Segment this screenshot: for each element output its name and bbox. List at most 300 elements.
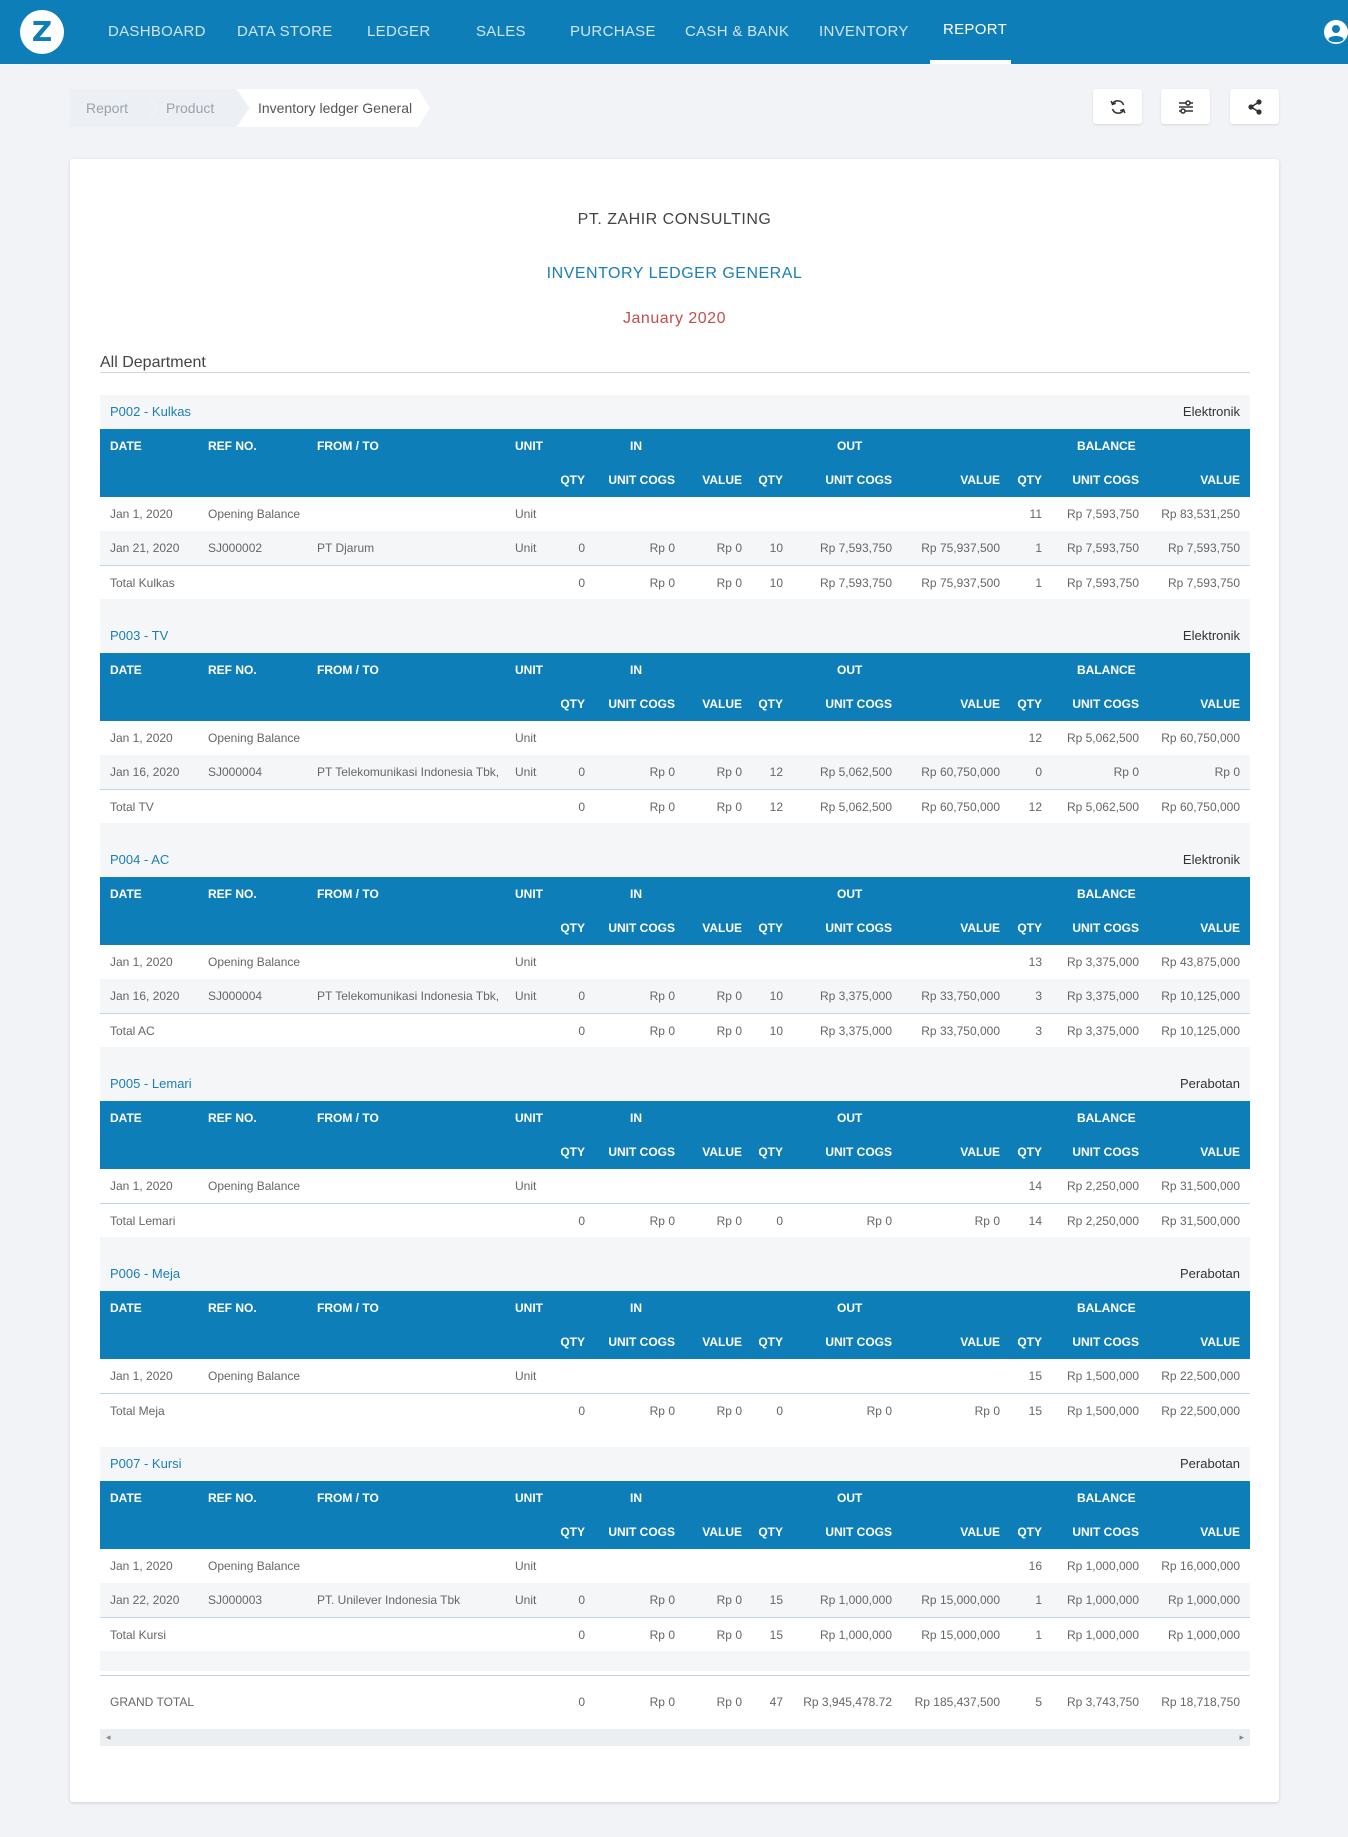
header-from-to: FROM / TO [317, 887, 379, 901]
header-value: VALUE [960, 1335, 1000, 1349]
header-unit: UNIT [515, 439, 543, 453]
cell-unit: Unit [515, 765, 537, 779]
section-spacer [100, 1237, 1250, 1257]
product-name-link[interactable]: P006 - Meja [110, 1266, 181, 1281]
total-in-value: Rp 0 [716, 1404, 742, 1418]
cell-unit: Unit [515, 731, 537, 745]
header-in: IN [630, 887, 642, 901]
header-value: VALUE [1200, 921, 1240, 935]
total-bal-value: Rp 22,500,000 [1161, 1404, 1240, 1418]
header-value: VALUE [1200, 697, 1240, 711]
header-unit: UNIT [515, 887, 543, 901]
header-value: VALUE [960, 921, 1000, 935]
cell-bal-qty: 1 [1035, 1593, 1042, 1607]
header-qty: QTY [1017, 1525, 1042, 1539]
total-in-value: Rp 0 [716, 800, 742, 814]
cell-date: Jan 21, 2020 [110, 541, 180, 555]
total-bal-cogs: Rp 5,062,500 [1066, 800, 1139, 814]
cell-out-qty: 10 [769, 541, 783, 555]
product-name-link[interactable]: P005 - Lemari [110, 1076, 192, 1091]
product-header [100, 395, 1250, 429]
total-label: Total Meja [110, 1404, 165, 1418]
cell-out-cogs: Rp 7,593,750 [819, 541, 892, 555]
grand-bal-cogs: Rp 3,743,750 [1066, 1695, 1139, 1709]
cell-unit: Unit [515, 507, 537, 521]
scroll-left-icon[interactable]: ◂ [106, 1732, 111, 1742]
cell-ref: Opening Balance [208, 955, 301, 969]
total-out-cogs: Rp 3,375,000 [819, 1024, 892, 1038]
header-qty: QTY [758, 921, 783, 935]
header-out: OUT [837, 1301, 863, 1315]
nav-sales[interactable]: SALES [476, 23, 526, 40]
header-in: IN [630, 1111, 642, 1125]
product-header [100, 1067, 1250, 1101]
header-unit: UNIT [515, 1111, 543, 1125]
table-header [100, 429, 1250, 497]
header-qty: QTY [560, 921, 585, 935]
header-unit: UNIT [515, 663, 543, 677]
product-header [100, 1257, 1250, 1291]
header-balance: BALANCE [1077, 1111, 1136, 1125]
product-name-link[interactable]: P003 - TV [110, 628, 169, 643]
header-value: VALUE [702, 697, 742, 711]
nav-cash-bank[interactable]: CASH & BANK [685, 23, 790, 40]
cell-out-cogs: Rp 1,000,000 [819, 1593, 892, 1607]
product-header [100, 1447, 1250, 1481]
total-row [100, 789, 1250, 823]
header-qty: QTY [560, 1335, 585, 1349]
total-out-qty: 0 [776, 1214, 783, 1228]
cell-bal-value: Rp 16,000,000 [1161, 1559, 1240, 1573]
cell-from-to: PT. Unilever Indonesia Tbk [317, 1593, 461, 1607]
cell-out-qty: 10 [769, 989, 783, 1003]
header-qty: QTY [1017, 921, 1042, 935]
header-qty: QTY [1017, 1145, 1042, 1159]
ledger-row [100, 1169, 1250, 1203]
cell-bal-value: Rp 7,593,750 [1167, 541, 1240, 555]
product-category: Elektronik [1182, 404, 1240, 419]
header-unit-cogs: UNIT COGS [1072, 1525, 1139, 1539]
cell-out-qty: 12 [769, 765, 783, 779]
header-unit-cogs: UNIT COGS [608, 473, 675, 487]
header-balance: BALANCE [1077, 887, 1136, 901]
header-out: OUT [837, 887, 863, 901]
cell-out-qty: 15 [769, 1593, 783, 1607]
nav-purchase[interactable]: PURCHASE [570, 23, 656, 40]
cell-from-to: PT Telekomunikasi Indonesia Tbk, [317, 765, 500, 779]
cell-bal-qty: 0 [1035, 765, 1042, 779]
cell-out-value: Rp 15,000,000 [921, 1593, 1000, 1607]
product-category: Perabotan [1180, 1266, 1240, 1281]
cell-bal-value: Rp 31,500,000 [1161, 1179, 1240, 1193]
product-name-link[interactable]: P007 - Kursi [110, 1456, 182, 1471]
product-name-link[interactable]: P002 - Kulkas [110, 404, 191, 419]
cell-bal-qty: 12 [1028, 731, 1042, 745]
header-in: IN [630, 1301, 642, 1315]
header-balance: BALANCE [1077, 663, 1136, 677]
product-category: Perabotan [1180, 1456, 1240, 1471]
cell-bal-cogs: Rp 3,375,000 [1066, 989, 1139, 1003]
total-out-cogs: Rp 0 [866, 1404, 892, 1418]
header-qty: QTY [758, 1335, 783, 1349]
ledger-row [100, 1549, 1250, 1583]
header-value: VALUE [702, 1525, 742, 1539]
total-bal-qty: 15 [1028, 1404, 1042, 1418]
total-bal-qty: 14 [1028, 1214, 1042, 1228]
cell-bal-value: Rp 22,500,000 [1161, 1369, 1240, 1383]
ledger-row [100, 945, 1250, 979]
total-bal-value: Rp 60,750,000 [1161, 800, 1240, 814]
share-icon [1246, 98, 1264, 116]
header-unit-cogs: UNIT COGS [608, 1145, 675, 1159]
total-row [100, 1013, 1250, 1047]
cell-in-cogs: Rp 0 [649, 541, 675, 555]
header-unit-cogs: UNIT COGS [825, 1525, 892, 1539]
ledger-row [100, 497, 1250, 531]
total-bal-qty: 1 [1035, 576, 1042, 590]
header-from-to: FROM / TO [317, 1301, 379, 1315]
cell-in-value: Rp 0 [716, 765, 742, 779]
total-in-qty: 0 [578, 1024, 585, 1038]
breadcrumb [70, 89, 418, 127]
total-in-cogs: Rp 0 [649, 1628, 675, 1642]
cell-bal-qty: 14 [1028, 1179, 1042, 1193]
header-unit-cogs: UNIT COGS [1072, 1335, 1139, 1349]
ledger-row [100, 979, 1250, 1013]
header-ref: REF NO. [208, 663, 257, 677]
header-ref: REF NO. [208, 1491, 257, 1505]
breadcrumb-product[interactable]: Product [144, 89, 236, 127]
table-header [100, 1291, 1250, 1359]
grand-out-qty: 47 [769, 1695, 783, 1709]
header-unit: UNIT [515, 1491, 543, 1505]
header-value: VALUE [702, 1145, 742, 1159]
header-value: VALUE [960, 1145, 1000, 1159]
cell-date: Jan 1, 2020 [110, 1179, 173, 1193]
grand-out-cogs: Rp 3,945,478.72 [803, 1695, 892, 1709]
cell-bal-cogs: Rp 0 [1113, 765, 1139, 779]
table-header [100, 1481, 1250, 1549]
total-in-cogs: Rp 0 [649, 1404, 675, 1418]
header-date: DATE [110, 439, 142, 453]
header-unit-cogs: UNIT COGS [1072, 1145, 1139, 1159]
header-out: OUT [837, 1491, 863, 1505]
cell-in-cogs: Rp 0 [649, 765, 675, 779]
header-in: IN [630, 439, 642, 453]
product-category: Perabotan [1180, 1076, 1240, 1091]
header-value: VALUE [960, 473, 1000, 487]
total-out-value: Rp 33,750,000 [921, 1024, 1000, 1038]
total-out-cogs: Rp 0 [866, 1214, 892, 1228]
grand-bal-qty: 5 [1035, 1695, 1042, 1709]
cell-date: Jan 1, 2020 [110, 1559, 173, 1573]
cell-unit: Unit [515, 989, 537, 1003]
total-bal-value: Rp 1,000,000 [1167, 1628, 1240, 1642]
cell-date: Jan 16, 2020 [110, 989, 180, 1003]
total-in-value: Rp 0 [716, 576, 742, 590]
cell-bal-value: Rp 60,750,000 [1161, 731, 1240, 745]
header-qty: QTY [560, 473, 585, 487]
cell-ref: Opening Balance [208, 1369, 301, 1383]
cell-ref: SJ000002 [208, 541, 263, 555]
total-row [100, 1393, 1250, 1427]
cell-in-value: Rp 0 [716, 1593, 742, 1607]
header-qty: QTY [758, 697, 783, 711]
product-category: Elektronik [1182, 852, 1240, 867]
total-row [100, 1617, 1250, 1651]
header-qty: QTY [758, 1145, 783, 1159]
total-bal-cogs: Rp 1,000,000 [1066, 1628, 1139, 1642]
header-value: VALUE [960, 697, 1000, 711]
breadcrumb-current: Inventory ledger General [236, 89, 418, 127]
total-row [100, 1203, 1250, 1237]
section-spacer [100, 1047, 1250, 1067]
cell-bal-cogs: Rp 5,062,500 [1066, 731, 1139, 745]
breadcrumb-report[interactable]: Report [70, 89, 144, 127]
ledger-row [100, 721, 1250, 755]
header-ref: REF NO. [208, 1301, 257, 1315]
cell-bal-cogs: Rp 1,000,000 [1066, 1559, 1139, 1573]
header-from-to: FROM / TO [317, 439, 379, 453]
table-header [100, 1101, 1250, 1169]
header-out: OUT [837, 439, 863, 453]
header-balance: BALANCE [1077, 1301, 1136, 1315]
cell-ref: Opening Balance [208, 731, 301, 745]
nav-active-indicator [930, 60, 1011, 64]
total-in-value: Rp 0 [716, 1214, 742, 1228]
refresh-icon [1109, 98, 1127, 116]
cell-bal-value: Rp 43,875,000 [1161, 955, 1240, 969]
header-value: VALUE [1200, 1335, 1240, 1349]
header-unit-cogs: UNIT COGS [1072, 697, 1139, 711]
total-in-cogs: Rp 0 [649, 1024, 675, 1038]
total-bal-qty: 12 [1028, 800, 1042, 814]
header-unit-cogs: UNIT COGS [825, 1335, 892, 1349]
total-bal-value: Rp 7,593,750 [1167, 576, 1240, 590]
cell-unit: Unit [515, 1369, 537, 1383]
total-in-value: Rp 0 [716, 1024, 742, 1038]
cell-out-cogs: Rp 3,375,000 [819, 989, 892, 1003]
ledger-row [100, 1583, 1250, 1617]
header-ref: REF NO. [208, 439, 257, 453]
header-value: VALUE [702, 1335, 742, 1349]
filter-icon [1177, 98, 1195, 116]
share-button[interactable] [1230, 89, 1279, 124]
cell-bal-cogs: Rp 3,375,000 [1066, 955, 1139, 969]
table-header [100, 877, 1250, 945]
ledger-row [100, 1359, 1250, 1393]
cell-date: Jan 22, 2020 [110, 1593, 180, 1607]
department-divider [100, 372, 1250, 373]
scroll-right-icon[interactable]: ▸ [1239, 1732, 1244, 1742]
total-out-cogs: Rp 5,062,500 [819, 800, 892, 814]
header-in: IN [630, 663, 642, 677]
header-qty: QTY [1017, 697, 1042, 711]
header-date: DATE [110, 1491, 142, 1505]
cell-bal-value: Rp 10,125,000 [1161, 989, 1240, 1003]
product-name-link[interactable]: P004 - AC [110, 852, 170, 867]
cell-unit: Unit [515, 955, 537, 969]
section-spacer [100, 823, 1250, 843]
company-name: PT. ZAHIR CONSULTING [577, 211, 772, 228]
total-label: Total Lemari [110, 1214, 176, 1228]
app-logo[interactable]: Z [20, 10, 64, 54]
cell-bal-cogs: Rp 7,593,750 [1066, 507, 1139, 521]
cell-ref: Opening Balance [208, 1559, 301, 1573]
nav-data-store[interactable]: DATA STORE [237, 23, 333, 40]
header-out: OUT [837, 1111, 863, 1125]
total-label: Total Kursi [110, 1628, 167, 1642]
header-unit-cogs: UNIT COGS [825, 697, 892, 711]
cell-bal-value: Rp 1,000,000 [1167, 1593, 1240, 1607]
total-out-value: Rp 60,750,000 [921, 800, 1000, 814]
report-card [70, 159, 1279, 1802]
total-bal-cogs: Rp 2,250,000 [1066, 1214, 1139, 1228]
cell-bal-cogs: Rp 7,593,750 [1066, 541, 1139, 555]
header-qty: QTY [560, 1525, 585, 1539]
cell-date: Jan 1, 2020 [110, 507, 173, 521]
cell-ref: SJ000003 [208, 1593, 263, 1607]
cell-out-cogs: Rp 5,062,500 [819, 765, 892, 779]
header-unit-cogs: UNIT COGS [608, 921, 675, 935]
header-value: VALUE [960, 1525, 1000, 1539]
total-in-cogs: Rp 0 [649, 576, 675, 590]
grand-in-cogs: Rp 0 [649, 1695, 675, 1709]
header-in: IN [630, 1491, 642, 1505]
header-unit-cogs: UNIT COGS [1072, 473, 1139, 487]
cell-in-qty: 0 [578, 765, 585, 779]
cell-in-cogs: Rp 0 [649, 1593, 675, 1607]
cell-from-to: PT Telekomunikasi Indonesia Tbk, [317, 989, 500, 1003]
department-label: All Department [100, 354, 206, 371]
total-out-qty: 12 [769, 800, 783, 814]
cell-unit: Unit [515, 541, 537, 555]
total-label: Total AC [110, 1024, 155, 1038]
nav-inventory[interactable]: INVENTORY [819, 23, 909, 40]
header-date: DATE [110, 1111, 142, 1125]
section-spacer [100, 1427, 1250, 1447]
total-bal-qty: 1 [1035, 1628, 1042, 1642]
user-account-icon[interactable] [1324, 20, 1348, 44]
grand-out-value: Rp 185,437,500 [914, 1695, 1000, 1709]
grand-total-row [100, 1675, 1250, 1729]
total-out-value: Rp 0 [974, 1214, 1000, 1228]
cell-bal-qty: 16 [1028, 1559, 1042, 1573]
total-in-qty: 0 [578, 1404, 585, 1418]
grand-bal-value: Rp 18,718,750 [1161, 1695, 1240, 1709]
cell-in-value: Rp 0 [716, 541, 742, 555]
total-out-qty: 10 [769, 1024, 783, 1038]
filter-button[interactable] [1161, 89, 1210, 124]
grand-total-label: GRAND TOTAL [110, 1695, 195, 1709]
header-qty: QTY [1017, 1335, 1042, 1349]
total-bal-cogs: Rp 7,593,750 [1066, 576, 1139, 590]
header-value: VALUE [702, 921, 742, 935]
total-bal-qty: 3 [1035, 1024, 1042, 1038]
total-out-qty: 15 [769, 1628, 783, 1642]
cell-bal-qty: 13 [1028, 955, 1042, 969]
cell-unit: Unit [515, 1559, 537, 1573]
cell-unit: Unit [515, 1179, 537, 1193]
cell-in-qty: 0 [578, 989, 585, 1003]
cell-out-value: Rp 33,750,000 [921, 989, 1000, 1003]
cell-bal-cogs: Rp 1,500,000 [1066, 1369, 1139, 1383]
cell-out-value: Rp 60,750,000 [921, 765, 1000, 779]
cell-bal-value: Rp 0 [1214, 765, 1240, 779]
cell-bal-qty: 11 [1029, 507, 1042, 521]
cell-bal-cogs: Rp 1,000,000 [1066, 1593, 1139, 1607]
total-in-value: Rp 0 [716, 1628, 742, 1642]
inventory-ledger-table [100, 395, 1250, 1746]
cell-bal-qty: 3 [1035, 989, 1042, 1003]
product-header [100, 619, 1250, 653]
total-bal-value: Rp 31,500,000 [1161, 1214, 1240, 1228]
top-navbar [0, 0, 1348, 64]
cell-date: Jan 1, 2020 [110, 1369, 173, 1383]
header-ref: REF NO. [208, 887, 257, 901]
ledger-row [100, 755, 1250, 789]
header-unit-cogs: UNIT COGS [825, 473, 892, 487]
cell-in-cogs: Rp 0 [649, 989, 675, 1003]
cell-bal-qty: 1 [1035, 541, 1042, 555]
header-unit-cogs: UNIT COGS [1072, 921, 1139, 935]
report-title: INVENTORY LEDGER GENERAL [546, 265, 803, 282]
section-spacer [100, 599, 1250, 619]
cell-in-qty: 0 [578, 1593, 585, 1607]
header-qty: QTY [758, 1525, 783, 1539]
nav-ledger[interactable]: LEDGER [367, 23, 431, 40]
cell-date: Jan 1, 2020 [110, 955, 173, 969]
grand-in-qty: 0 [578, 1695, 585, 1709]
cell-ref: SJ000004 [208, 989, 263, 1003]
horizontal-scrollbar[interactable] [100, 1729, 1250, 1746]
cell-ref: Opening Balance [208, 507, 301, 521]
cell-date: Jan 16, 2020 [110, 765, 180, 779]
refresh-button[interactable] [1093, 89, 1142, 124]
header-date: DATE [110, 663, 142, 677]
cell-bal-value: Rp 83,531,250 [1161, 507, 1240, 521]
header-unit-cogs: UNIT COGS [608, 1525, 675, 1539]
nav-report[interactable]: REPORT [943, 21, 1008, 38]
nav-dashboard[interactable]: DASHBOARD [108, 23, 206, 40]
ledger-row [100, 531, 1250, 565]
header-out: OUT [837, 663, 863, 677]
header-date: DATE [110, 1301, 142, 1315]
cell-from-to: PT Djarum [317, 541, 375, 555]
total-out-value: Rp 15,000,000 [921, 1628, 1000, 1642]
total-label: Total TV [110, 800, 154, 814]
total-label: Total Kulkas [110, 576, 175, 590]
cell-in-value: Rp 0 [716, 989, 742, 1003]
header-qty: QTY [758, 473, 783, 487]
total-out-cogs: Rp 1,000,000 [819, 1628, 892, 1642]
grand-in-value: Rp 0 [716, 1695, 742, 1709]
total-out-qty: 10 [769, 576, 783, 590]
total-row [100, 565, 1250, 599]
cell-ref: Opening Balance [208, 1179, 301, 1193]
total-bal-value: Rp 10,125,000 [1161, 1024, 1240, 1038]
header-value: VALUE [702, 473, 742, 487]
total-out-value: Rp 0 [974, 1404, 1000, 1418]
header-qty: QTY [560, 697, 585, 711]
header-ref: REF NO. [208, 1111, 257, 1125]
total-out-qty: 0 [776, 1404, 783, 1418]
header-unit-cogs: UNIT COGS [825, 1145, 892, 1159]
table-header [100, 653, 1250, 721]
product-category: Elektronik [1182, 628, 1240, 643]
header-from-to: FROM / TO [317, 663, 379, 677]
header-value: VALUE [1200, 473, 1240, 487]
